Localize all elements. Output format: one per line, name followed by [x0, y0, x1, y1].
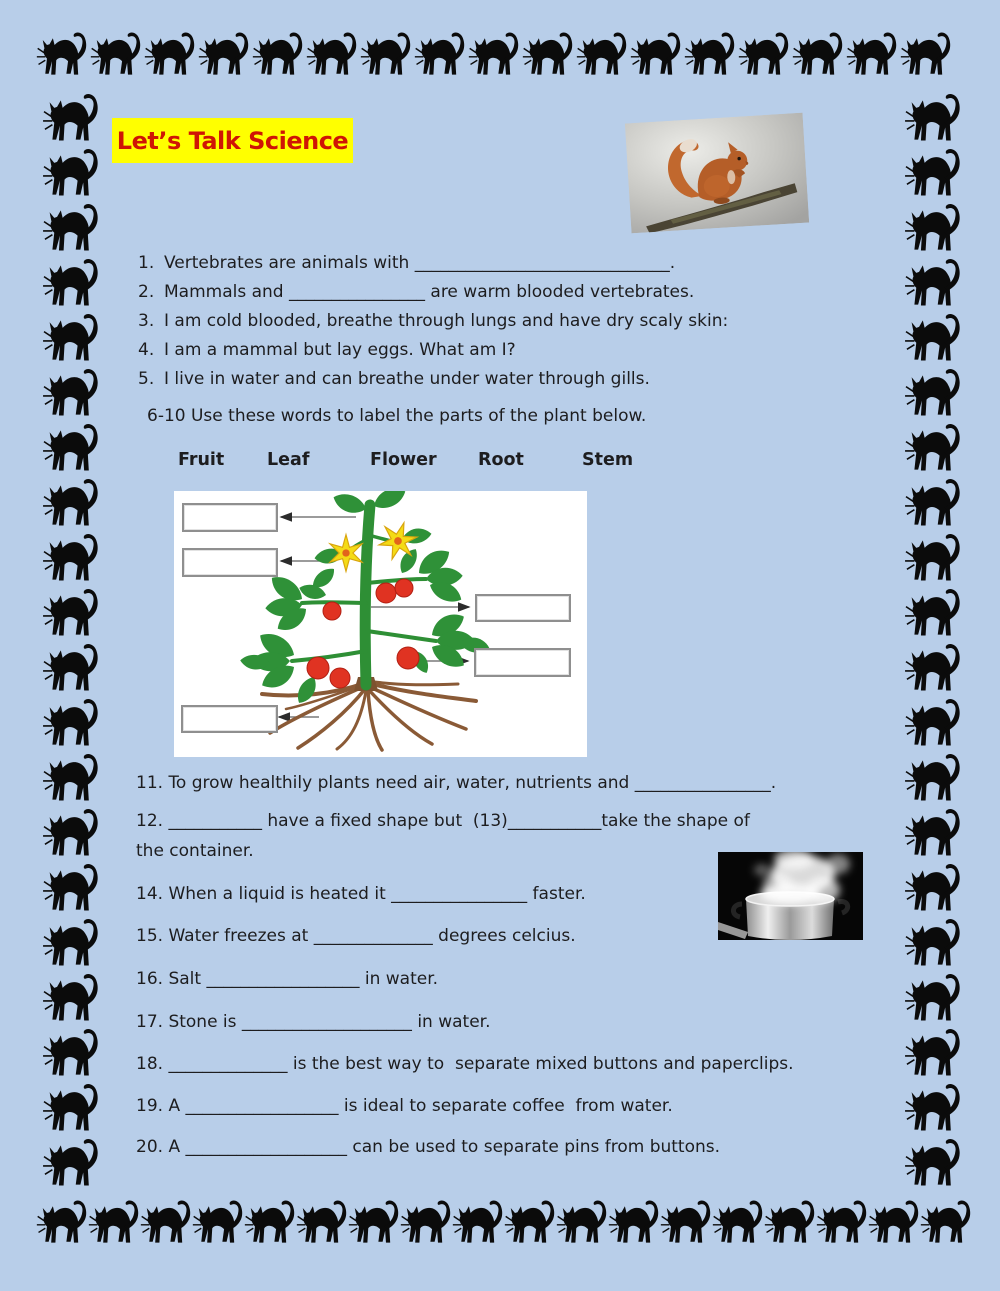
- black-cat-icon: [902, 257, 966, 313]
- question-text: I live in water and can breathe under water through gills.: [164, 369, 650, 389]
- question-2: [138, 281, 694, 303]
- question-text: Vertebrates are animals with ______________________________.: [164, 253, 676, 273]
- question-1: [138, 252, 675, 274]
- black-cat-icon: [576, 30, 630, 82]
- black-cat-icon: [306, 30, 360, 82]
- black-cat-icon: [192, 1198, 246, 1250]
- black-cat-icon: [846, 30, 900, 82]
- black-cat-icon: [414, 30, 468, 82]
- question-number: 3.: [138, 311, 155, 331]
- question-12-13-cont: the container.: [136, 841, 254, 861]
- worksheet-title: Let’s Talk Science: [112, 118, 353, 163]
- black-cat-icon: [902, 862, 966, 918]
- black-cat-icon: [902, 917, 966, 973]
- black-cat-icon: [40, 92, 104, 148]
- question-text: I am cold blooded, breathe through lungs and have dry scaly skin:: [164, 311, 729, 331]
- black-cat-icon: [468, 30, 522, 82]
- squirrel-photo: [625, 113, 809, 234]
- plant-label-box-leaf-target[interactable]: [182, 503, 278, 532]
- black-cat-icon: [522, 30, 576, 82]
- plant-diagram: [174, 491, 587, 757]
- black-cat-icon: [504, 1198, 558, 1250]
- plant-label-box-root-target[interactable]: [181, 705, 278, 733]
- black-cat-icon: [40, 367, 104, 423]
- black-cat-icon: [348, 1198, 402, 1250]
- question-20: 20. A ___________________ can be used to separate pins from buttons.: [136, 1137, 721, 1157]
- black-cat-icon: [902, 312, 966, 368]
- black-cat-icon: [660, 1198, 714, 1250]
- black-cat-icon: [608, 1198, 662, 1250]
- black-cat-icon: [90, 30, 144, 82]
- black-cat-icon: [902, 972, 966, 1028]
- black-cat-icon: [902, 202, 966, 258]
- black-cat-icon: [40, 807, 104, 863]
- black-cat-icon: [400, 1198, 454, 1250]
- black-cat-icon: [902, 752, 966, 808]
- question-19: 19. A __________________ is ideal to separate coffee from water.: [136, 1096, 673, 1116]
- question-18: 18. ______________ is the best way to separate mixed buttons and paperclips.: [136, 1054, 794, 1074]
- black-cat-icon: [40, 257, 104, 313]
- question-text: I am a mammal but lay eggs. What am I?: [164, 340, 516, 360]
- question-number: 2.: [138, 282, 155, 302]
- plant-label-box-stem-target[interactable]: [475, 594, 571, 622]
- question-14: 14. When a liquid is heated it ________________ faster.: [136, 884, 586, 904]
- black-cat-icon: [902, 532, 966, 588]
- black-cat-icon: [630, 30, 684, 82]
- black-cat-icon: [684, 30, 738, 82]
- black-cat-icon: [40, 1137, 104, 1193]
- black-cat-icon: [88, 1198, 142, 1250]
- black-cat-icon: [40, 477, 104, 533]
- black-cat-icon: [556, 1198, 610, 1250]
- black-cat-icon: [40, 697, 104, 753]
- black-cat-icon: [40, 917, 104, 973]
- black-cat-icon: [738, 30, 792, 82]
- black-cat-icon: [764, 1198, 818, 1250]
- black-cat-icon: [902, 1137, 966, 1193]
- question-11: 11. To grow healthily plants need air, water, nutrients and ________________.: [136, 773, 777, 793]
- black-cat-icon: [40, 422, 104, 478]
- black-cat-icon: [144, 30, 198, 82]
- black-cat-icon: [902, 147, 966, 203]
- question-17: 17. Stone is ____________________ in water.: [136, 1012, 491, 1032]
- black-cat-icon: [902, 807, 966, 863]
- black-cat-icon: [40, 202, 104, 258]
- black-cat-icon: [902, 587, 966, 643]
- question-3: [138, 310, 728, 332]
- black-cat-icon: [902, 1082, 966, 1138]
- question-number: 4.: [138, 340, 155, 360]
- black-cat-icon: [868, 1198, 922, 1250]
- question-number: 1.: [138, 253, 155, 273]
- black-cat-icon: [816, 1198, 870, 1250]
- black-cat-icon: [900, 30, 954, 82]
- black-cat-icon: [920, 1198, 974, 1250]
- word-bank-fruit: Fruit: [178, 450, 225, 470]
- black-cat-icon: [40, 147, 104, 203]
- word-bank-leaf: Leaf: [267, 450, 310, 470]
- black-cat-icon: [902, 367, 966, 423]
- plant-label-box-fruit-target[interactable]: [474, 648, 571, 677]
- word-bank-stem: Stem: [582, 450, 634, 470]
- plant-section-instruction: 6-10 Use these words to label the parts of the plant below.: [147, 406, 647, 426]
- black-cat-icon: [40, 972, 104, 1028]
- black-cat-icon: [902, 697, 966, 753]
- black-cat-icon: [712, 1198, 766, 1250]
- black-cat-icon: [902, 1027, 966, 1083]
- black-cat-icon: [296, 1198, 350, 1250]
- word-bank-flower: Flower: [370, 450, 437, 470]
- black-cat-icon: [360, 30, 414, 82]
- black-cat-icon: [902, 92, 966, 148]
- black-cat-icon: [452, 1198, 506, 1250]
- black-cat-icon: [902, 477, 966, 533]
- black-cat-icon: [244, 1198, 298, 1250]
- question-text: Mammals and ________________ are warm blooded vertebrates.: [164, 282, 695, 302]
- black-cat-icon: [40, 587, 104, 643]
- black-cat-icon: [40, 862, 104, 918]
- question-12-13: 12. ___________ have a fixed shape but (13)___________take the shape of: [136, 811, 750, 831]
- black-cat-icon: [902, 422, 966, 478]
- black-cat-icon: [252, 30, 306, 82]
- black-cat-icon: [40, 312, 104, 368]
- black-cat-icon: [40, 532, 104, 588]
- question-number: 5.: [138, 369, 155, 389]
- question-16: 16. Salt __________________ in water.: [136, 969, 439, 989]
- black-cat-icon: [792, 30, 846, 82]
- black-cat-icon: [36, 30, 90, 82]
- black-cat-icon: [40, 752, 104, 808]
- black-cat-icon: [198, 30, 252, 82]
- black-cat-icon: [40, 642, 104, 698]
- word-bank-root: Root: [478, 450, 524, 470]
- black-cat-icon: [36, 1198, 90, 1250]
- boiling-pot-photo: [718, 852, 863, 940]
- question-5: [138, 368, 650, 390]
- black-cat-icon: [40, 1027, 104, 1083]
- question-15: 15. Water freezes at ______________ degrees celcius.: [136, 926, 576, 946]
- black-cat-icon: [40, 1082, 104, 1138]
- plant-label-box-flower-target[interactable]: [182, 548, 278, 577]
- black-cat-icon: [902, 642, 966, 698]
- question-4: [138, 339, 516, 361]
- black-cat-icon: [140, 1198, 194, 1250]
